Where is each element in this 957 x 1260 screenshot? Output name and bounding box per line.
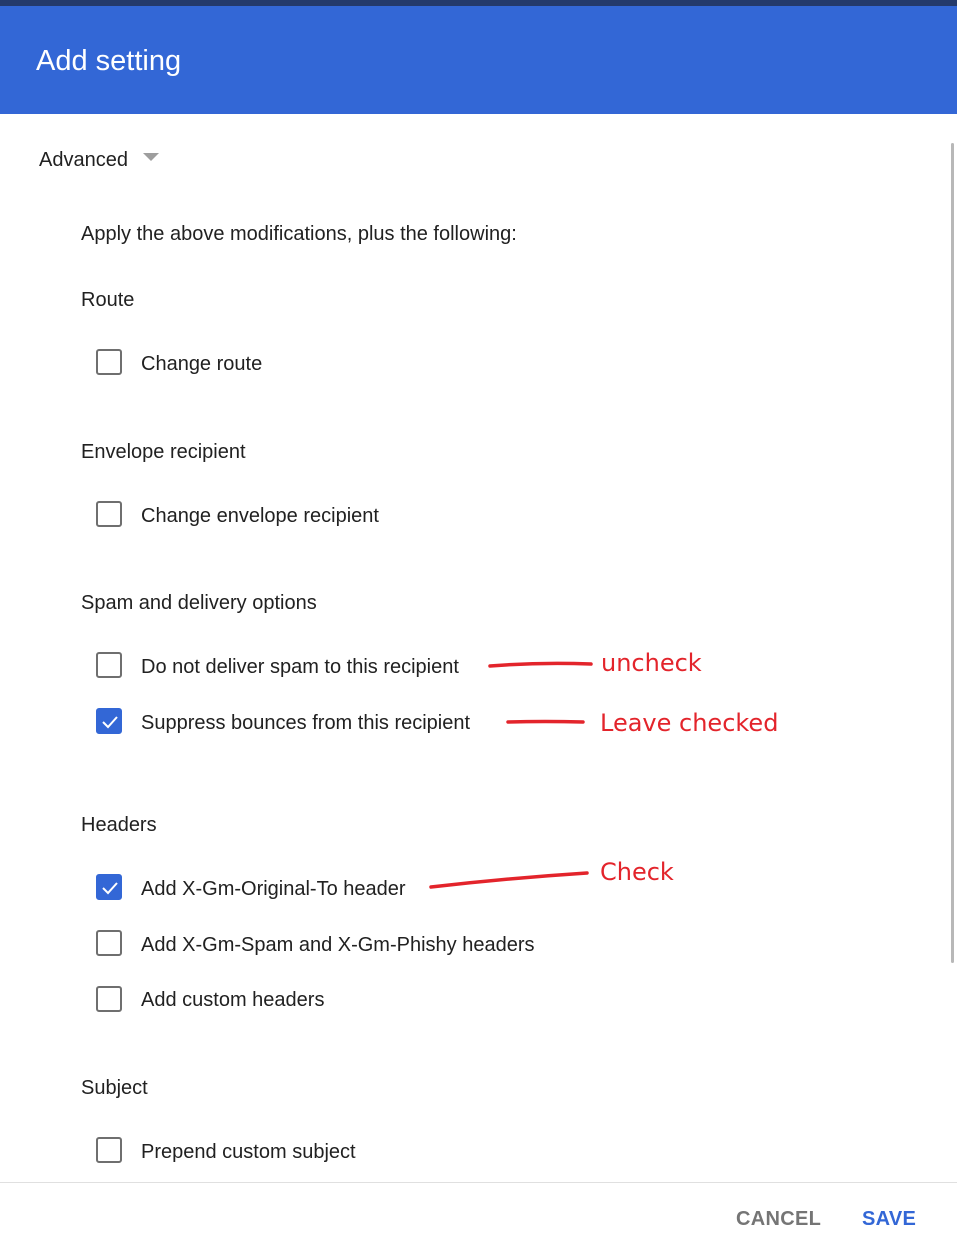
change-envelope-recipient-label[interactable]: Change envelope recipient — [141, 505, 379, 527]
section-heading-subject: Subject — [81, 1077, 148, 1099]
add-x-gm-spam-phishy-label[interactable]: Add X-Gm-Spam and X-Gm-Phishy headers — [141, 934, 535, 956]
section-heading-route: Route — [81, 289, 135, 311]
annotation-uncheck: uncheck — [601, 649, 702, 677]
cancel-button[interactable]: CANCEL — [736, 1208, 822, 1230]
section-heading-headers: Headers — [81, 814, 157, 836]
change-route-label[interactable]: Change route — [141, 353, 263, 375]
dialog-title: Add setting — [36, 45, 182, 77]
annotation-leave-checked: Leave checked — [600, 709, 779, 737]
annotation-line-leave-checked — [508, 722, 583, 723]
add-custom-headers-label[interactable]: Add custom headers — [141, 989, 325, 1011]
prepend-custom-subject-label[interactable]: Prepend custom subject — [141, 1141, 356, 1163]
save-button[interactable]: SAVE — [862, 1208, 917, 1230]
advanced-label: Advanced — [39, 149, 128, 171]
annotation-line-check — [431, 873, 587, 887]
section-heading-spam: Spam and delivery options — [81, 592, 317, 614]
do-not-deliver-spam-label[interactable]: Do not deliver spam to this recipient — [141, 656, 459, 678]
suppress-bounces-label[interactable]: Suppress bounces from this recipient — [141, 712, 471, 734]
intro-text: Apply the above modifications, plus the following: — [81, 223, 517, 245]
add-x-gm-original-to-label[interactable]: Add X-Gm-Original-To header — [141, 878, 406, 900]
annotation-check: Check — [600, 858, 674, 886]
annotation-line-uncheck — [490, 663, 591, 666]
section-heading-envelope: Envelope recipient — [81, 441, 246, 463]
footer-divider — [0, 1182, 957, 1183]
